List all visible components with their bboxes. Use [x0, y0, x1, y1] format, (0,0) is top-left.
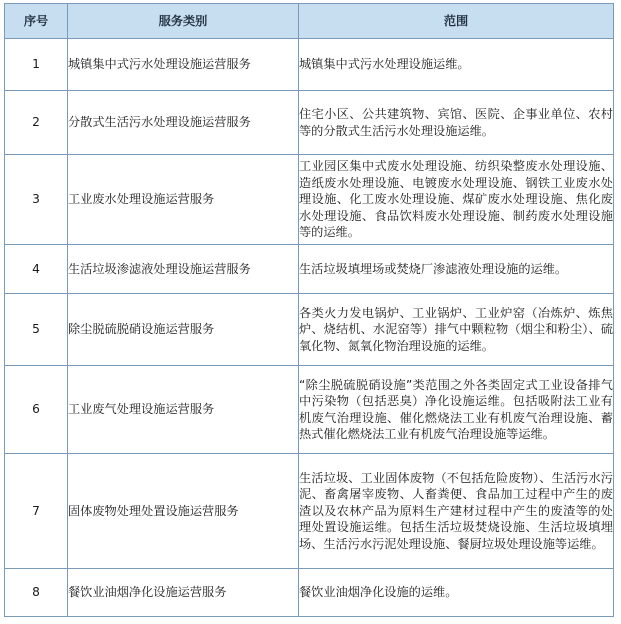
- row-category: 除尘脱硫脱硝设施运营服务: [68, 294, 299, 366]
- table-row: [5, 91, 614, 155]
- row-category: 分散式生活污水处理设施运营服务: [68, 91, 299, 155]
- row-scope: “除尘脱硫脱硝设施”类范围之外各类固定式工业设备排气中污染物（包括恶臭）净化设施运维。包括吸附法工业有机废气治理设施、催化燃烧法工业有机废气治理设施、蓄热式催化燃烧法工业有机废气治理设施等运维。: [299, 366, 614, 454]
- table-row: [5, 366, 614, 454]
- row-scope: 城镇集中式污水处理设施运维。: [299, 39, 614, 91]
- header-no: 序号: [5, 4, 68, 39]
- header-category: 服务类别: [68, 4, 299, 39]
- table-row: [5, 454, 614, 569]
- row-number: 7: [5, 454, 68, 569]
- row-category: 城镇集中式污水处理设施运营服务: [68, 39, 299, 91]
- row-category: 固体废物处理处置设施运营服务: [68, 454, 299, 569]
- table-row: [5, 39, 614, 91]
- row-number: 6: [5, 366, 68, 454]
- row-number: 4: [5, 245, 68, 294]
- table-row: [5, 569, 614, 617]
- header-scope: 范围: [299, 4, 614, 39]
- table-header: [5, 4, 614, 39]
- row-number: 3: [5, 155, 68, 245]
- row-category: 餐饮业油烟净化设施运营服务: [68, 569, 299, 617]
- row-number: 8: [5, 569, 68, 617]
- row-scope: 生活垃圾、工业固体废物（不包括危险废物）、生活污水污泥、畜禽屠宰废物、人畜粪便、食品加工过程中产生的废渣以及农林产品为原料生产建材过程中产生的废渣等的处理处置设施运维。包括生活垃圾焚烧设施、生活垃圾填埋场、生活污水污泥处理设施、餐厨垃圾处理设施等运维。: [299, 454, 614, 569]
- row-scope: 各类火力发电锅炉、工业锅炉、工业炉窑（冶炼炉、炼焦炉、烧结机、水泥窑等）排气中颗粒物（烟尘和粉尘）、硫氧化物、氮氧化物治理设施的运维。: [299, 294, 614, 366]
- row-scope: 住宅小区、公共建筑物、宾馆、医院、企事业单位、农村等的分散式生活污水处理设施运维。: [299, 91, 614, 155]
- table-row: [5, 245, 614, 294]
- row-category: 生活垃圾渗滤液处理设施运营服务: [68, 245, 299, 294]
- row-scope: 工业园区集中式废水处理设施、纺织染整废水处理设施、造纸废水处理设施、电镀废水处理设施、钢铁工业废水处理设施、化工废水处理设施、煤矿废水处理设施、焦化废水处理设施、食品饮料废水处理设施、制药废水处理设施等的运维。: [299, 155, 614, 245]
- row-scope: 生活垃圾填埋场或焚烧厂渗滤液处理设施的运维。: [299, 245, 614, 294]
- row-number: 5: [5, 294, 68, 366]
- row-scope: 餐饮业油烟净化设施的运维。: [299, 569, 614, 617]
- row-number: 1: [5, 39, 68, 91]
- table-body: [5, 39, 614, 617]
- row-category: 工业废气处理设施运营服务: [68, 366, 299, 454]
- row-number: 2: [5, 91, 68, 155]
- service-category-table: [4, 3, 614, 617]
- header-row: [5, 4, 614, 39]
- row-category: 工业废水处理设施运营服务: [68, 155, 299, 245]
- table-row: [5, 294, 614, 366]
- table-row: [5, 155, 614, 245]
